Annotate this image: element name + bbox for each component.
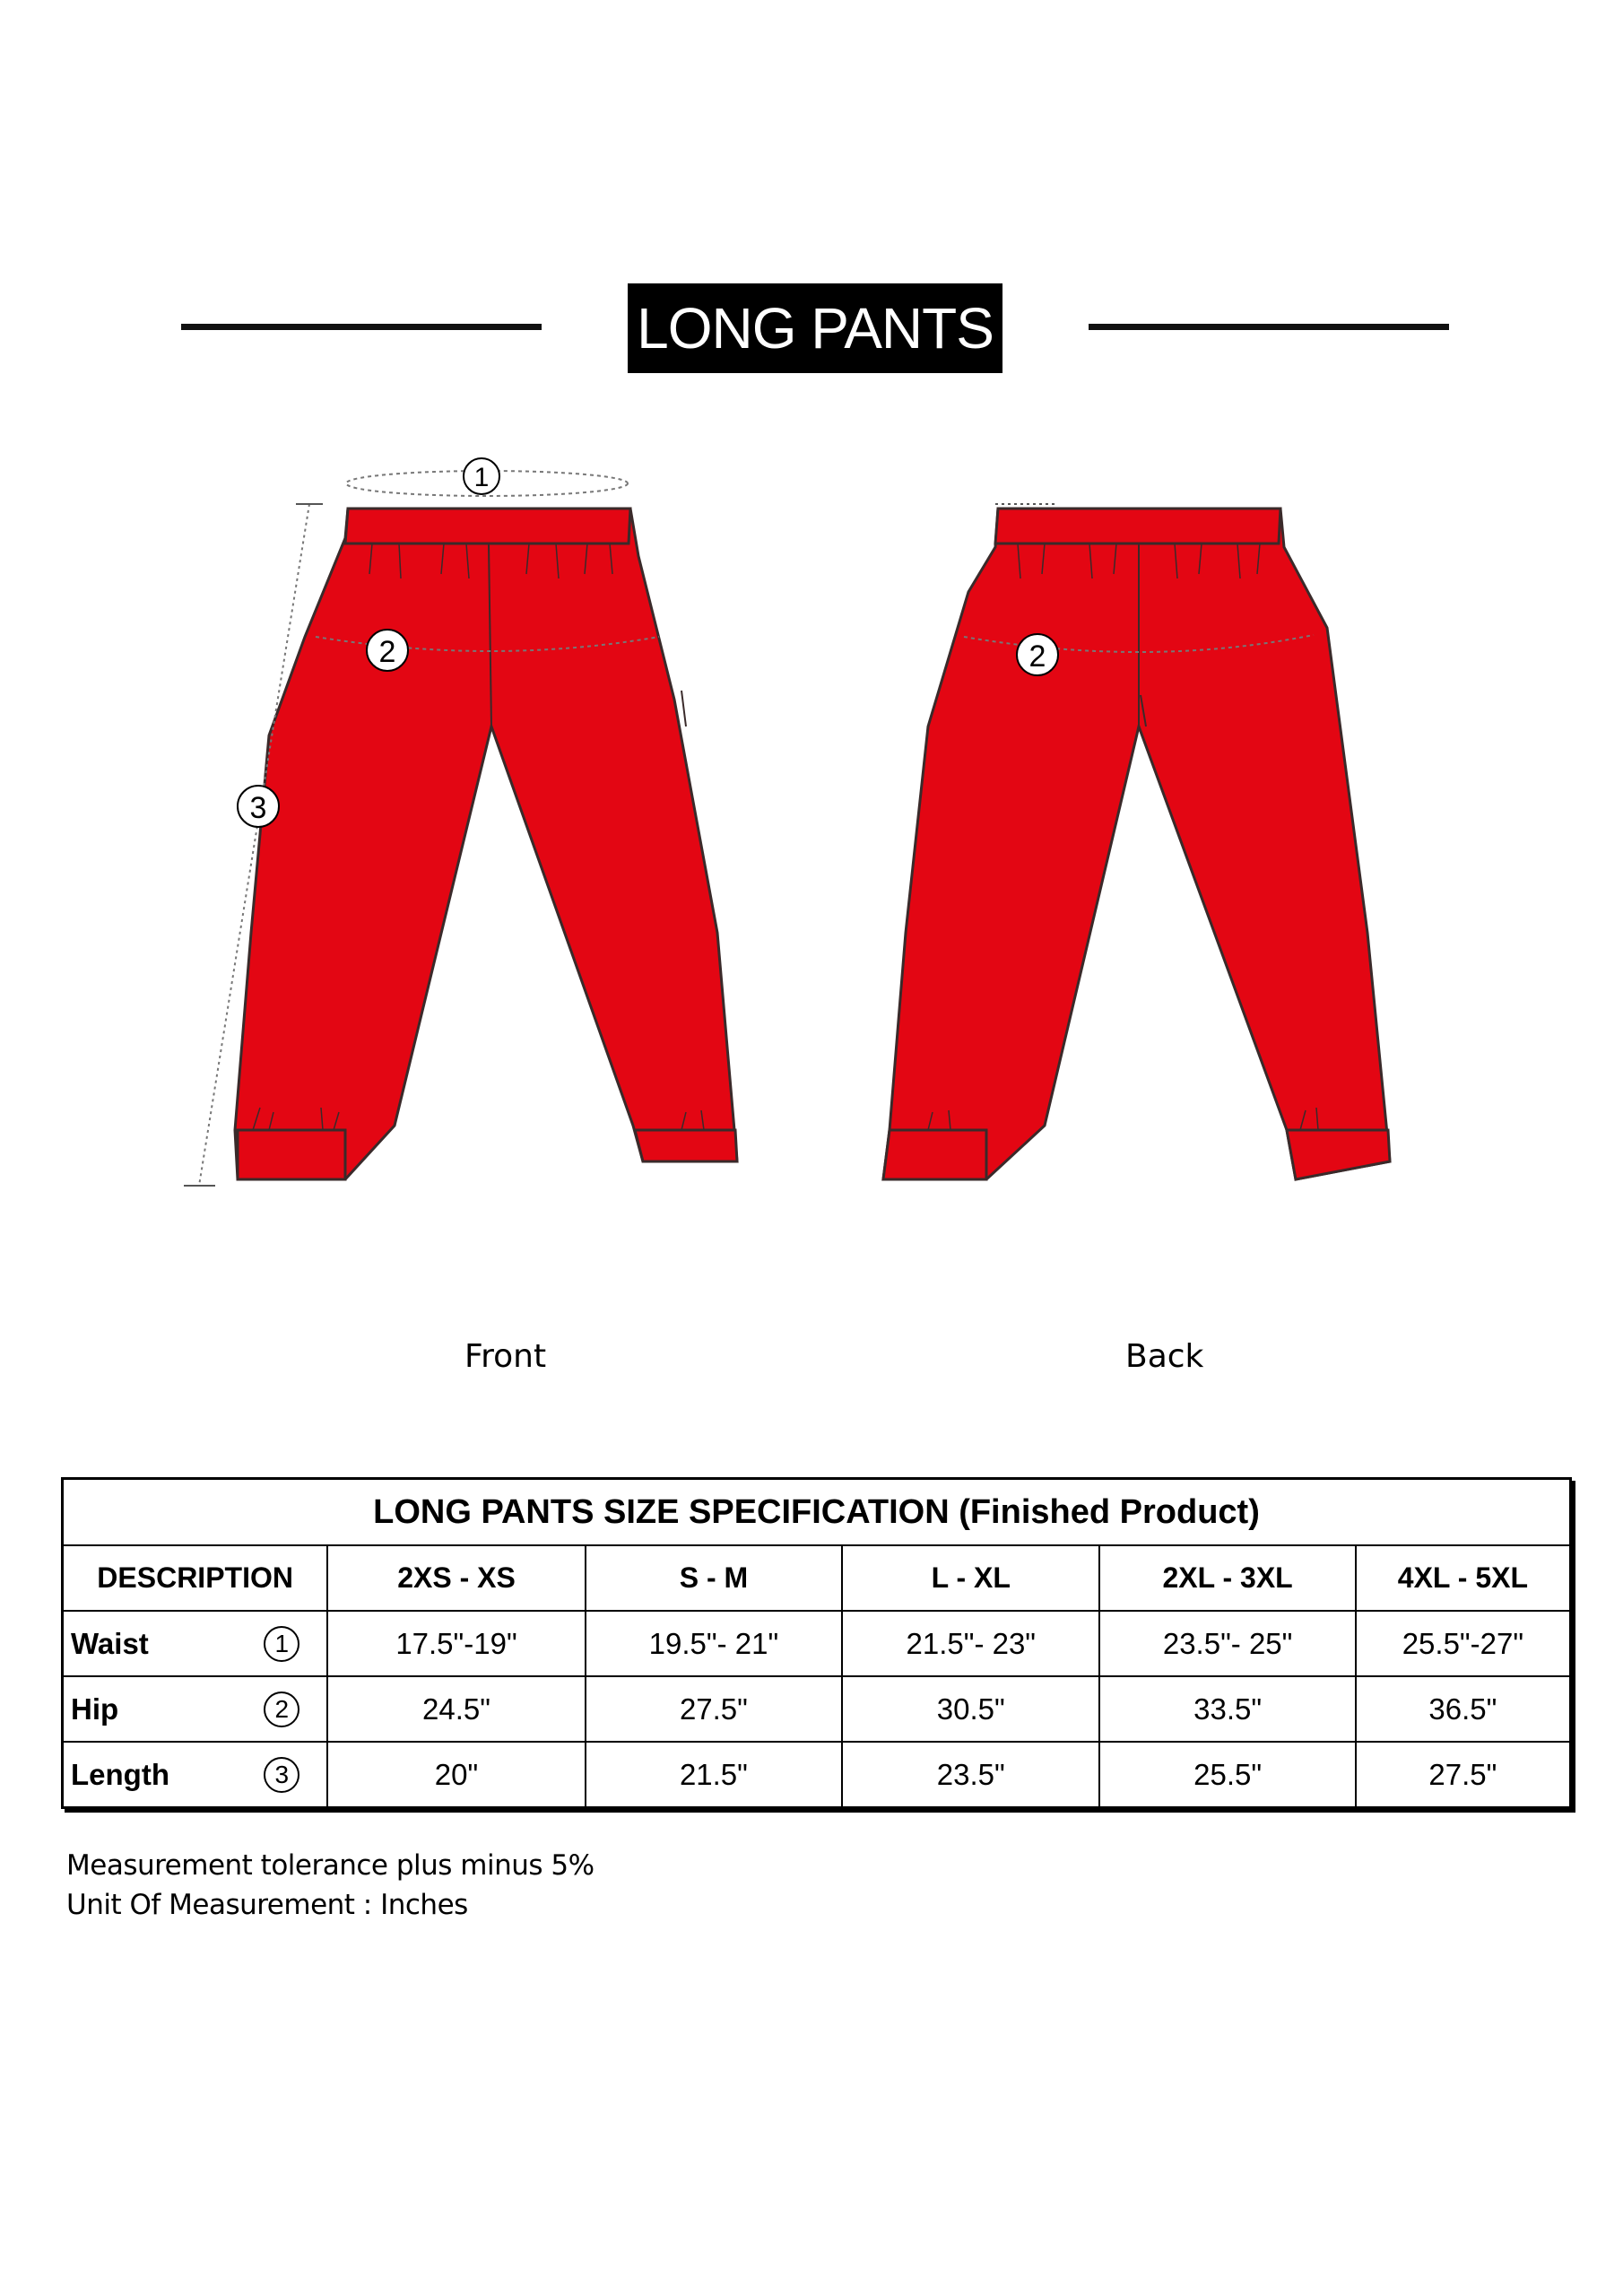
table-cell: 19.5"- 21"	[586, 1611, 842, 1676]
marker-text: 3	[249, 791, 267, 825]
table-cell: 25.5"-27"	[1356, 1611, 1571, 1676]
table-row	[63, 1676, 1571, 1742]
table-cell: 24.5"	[327, 1676, 586, 1742]
header-cell: S - M	[586, 1545, 842, 1611]
table-cell: 27.5"	[586, 1676, 842, 1742]
marker-text: 2	[378, 635, 396, 669]
header-cell: 2XL - 3XL	[1099, 1545, 1355, 1611]
row-label-text: Length	[71, 1757, 169, 1791]
marker-2-back	[1017, 634, 1058, 675]
table-header-row	[63, 1545, 1571, 1611]
table-caption-row	[63, 1479, 1571, 1546]
marker-badge: 2	[264, 1692, 299, 1727]
table-cell: 20"	[327, 1742, 586, 1808]
marker-text: 1	[473, 463, 490, 492]
marker-text: 2	[1028, 639, 1046, 674]
marker-badge: 3	[264, 1757, 299, 1793]
table-cell: 17.5"-19"	[327, 1611, 586, 1676]
row-label-length	[63, 1742, 328, 1808]
size-spec-table	[61, 1477, 1572, 1809]
front-label: Front	[464, 1338, 547, 1375]
table-cell: 30.5"	[842, 1676, 1099, 1742]
row-label-waist	[63, 1611, 328, 1676]
marker-3-front	[238, 786, 279, 827]
title-rule-left	[181, 324, 542, 330]
table-cell: 21.5"	[586, 1742, 842, 1808]
table-cell: 27.5"	[1356, 1742, 1571, 1808]
marker-1-front	[464, 458, 499, 494]
header-cell: L - XL	[842, 1545, 1099, 1611]
table-cell: 23.5"- 25"	[1099, 1611, 1355, 1676]
table-row	[63, 1611, 1571, 1676]
row-label-text: Waist	[71, 1626, 149, 1660]
header-cell: 4XL - 5XL	[1356, 1545, 1571, 1611]
table-cell: 25.5"	[1099, 1742, 1355, 1808]
unit-note: Unit Of Measurement : Inches	[66, 1889, 468, 1921]
front-view-pants	[184, 458, 737, 1186]
back-label: Back	[1125, 1338, 1204, 1375]
row-label-hip	[63, 1676, 328, 1742]
pants-illustration	[0, 430, 1623, 1238]
table-cell: 23.5"	[842, 1742, 1099, 1808]
table-cell: 36.5"	[1356, 1676, 1571, 1742]
title-rule-right	[1089, 324, 1449, 330]
table-cell: 33.5"	[1099, 1676, 1355, 1742]
table-caption: LONG PANTS SIZE SPECIFICATION (Finished Product)	[63, 1479, 1571, 1546]
marker-badge: 1	[264, 1626, 299, 1662]
back-view-pants	[883, 504, 1390, 1179]
table-row	[63, 1742, 1571, 1808]
row-label-text: Hip	[71, 1692, 119, 1726]
header-cell: 2XS - XS	[327, 1545, 586, 1611]
table-cell: 21.5"- 23"	[842, 1611, 1099, 1676]
header-cell: DESCRIPTION	[63, 1545, 328, 1611]
marker-2-front	[367, 630, 408, 671]
page-title: LONG PANTS	[628, 283, 1002, 373]
tolerance-note: Measurement tolerance plus minus 5%	[66, 1849, 595, 1882]
